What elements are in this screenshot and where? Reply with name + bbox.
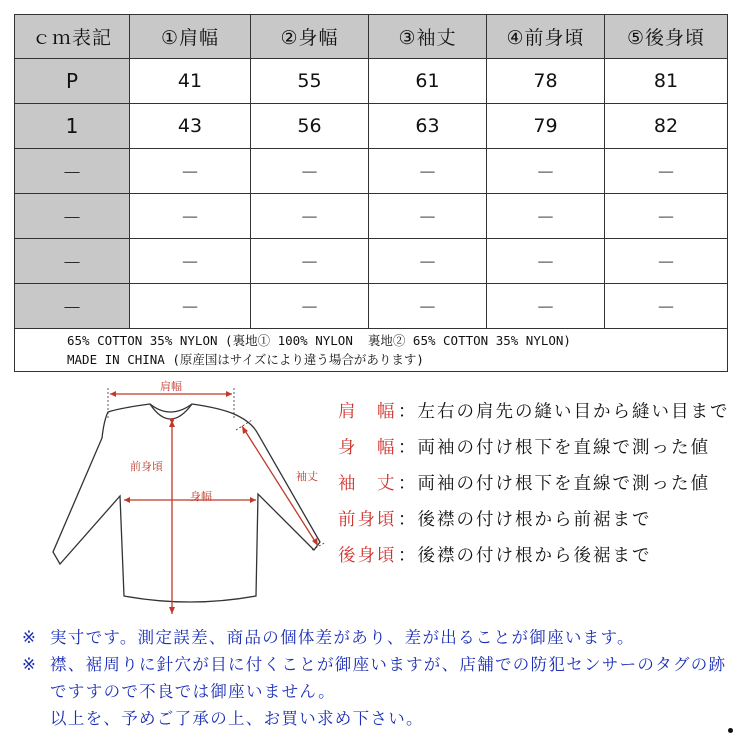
table-row: [15, 284, 728, 329]
table-cell: 63: [369, 104, 487, 149]
table-row: [15, 194, 728, 239]
table-row: [15, 239, 728, 284]
footnote-text: 以上を、予めご了承の上、お買い求め下さい。: [50, 709, 424, 728]
table-cell: 82: [605, 104, 728, 149]
table-cell: 81: [605, 59, 728, 104]
label-body-width: 身幅: [190, 490, 212, 503]
table-cell: －: [605, 149, 728, 194]
row-size-label: －: [15, 284, 130, 329]
measurement-legend: [338, 398, 730, 578]
garment-diagram: [20, 374, 350, 624]
table-row: [15, 104, 728, 149]
table-cell: －: [251, 284, 369, 329]
table-row: [15, 149, 728, 194]
label-sleeve: 袖丈: [296, 470, 318, 483]
legend-definition: ：後襟の付け根から後裾まで: [398, 546, 652, 566]
material-composition: 65% COTTON 35% NYLON (裏地① 100% NYLON 裏地② 65% COTTON 35% NYLON): [67, 333, 571, 348]
table-cell: 43: [130, 104, 251, 149]
label-shoulder: 肩幅: [160, 380, 182, 393]
table-cell: －: [369, 239, 487, 284]
table-cell: －: [251, 194, 369, 239]
table-cell: －: [251, 149, 369, 194]
legend-term: 後身頃: [338, 546, 397, 566]
row-size-label: 1: [15, 104, 130, 149]
label-front-length: 前身頃: [130, 460, 163, 473]
footnote-mark: ※: [22, 655, 38, 674]
table-cell: －: [487, 149, 605, 194]
corner-dot: [728, 728, 733, 733]
header-cell-shoulder: ①肩幅: [130, 15, 251, 59]
legend-term: 肩 幅: [338, 402, 397, 422]
table-cell: 56: [251, 104, 369, 149]
table-row: [15, 59, 728, 104]
header-cell-back-length: ⑤後身頃: [605, 15, 728, 59]
table-cell: －: [369, 194, 487, 239]
row-size-label: －: [15, 149, 130, 194]
legend-definition: ：後襟の付け根から前裾まで: [398, 510, 652, 530]
legend-item-sleeve: [338, 470, 730, 506]
table-cell: －: [605, 284, 728, 329]
legend-item-shoulder: [338, 398, 730, 434]
footnote: [22, 624, 734, 651]
header-cell-body-width: ②身幅: [251, 15, 369, 59]
table-cell: －: [487, 194, 605, 239]
legend-term: 袖 丈: [338, 474, 397, 494]
footnote: [22, 705, 734, 732]
footnote-text: 実寸です。測定誤差、商品の個体差があり、差が出ることが御座います。: [50, 628, 635, 647]
table-cell: －: [605, 239, 728, 284]
table-cell: －: [487, 284, 605, 329]
footnote-mark: ※: [22, 628, 38, 647]
table-cell: －: [369, 149, 487, 194]
table-cell: 55: [251, 59, 369, 104]
table-cell: 41: [130, 59, 251, 104]
table-cell: 78: [487, 59, 605, 104]
table-cell: －: [130, 239, 251, 284]
legend-item-body-width: [338, 434, 730, 470]
footnotes: [22, 624, 734, 732]
legend-term: 身 幅: [338, 438, 397, 458]
material-notes-row: [15, 329, 728, 372]
row-size-label: －: [15, 194, 130, 239]
legend-term: 前身頃: [338, 510, 397, 530]
row-size-label: －: [15, 239, 130, 284]
legend-definition: ：両袖の付け根下を直線で測った値: [398, 438, 710, 458]
table-cell: －: [605, 194, 728, 239]
footnote-mark: [22, 705, 50, 732]
table-cell: －: [130, 149, 251, 194]
table-cell: －: [251, 239, 369, 284]
sweater-outline-icon: [20, 374, 350, 624]
table-cell: 79: [487, 104, 605, 149]
table-cell: －: [130, 284, 251, 329]
legend-item-back-length: [338, 542, 730, 578]
size-table: [14, 14, 728, 372]
table-cell: －: [487, 239, 605, 284]
legend-item-front-length: [338, 506, 730, 542]
header-cell-sleeve: ③袖丈: [369, 15, 487, 59]
row-size-label: P: [15, 59, 130, 104]
table-header-row: [15, 15, 728, 59]
legend-definition: ：左右の肩先の縫い目から縫い目まで: [398, 402, 730, 422]
footnote: [22, 651, 734, 705]
country-of-origin: MADE IN CHINA (原産国はサイズにより違う場合があります): [67, 352, 424, 367]
footnote-text: 襟、裾周りに針穴が目に付くことが御座いますが、店舗での防犯センサーのタグの跡ですすので不良では御座いません。: [50, 655, 727, 701]
table-cell: 61: [369, 59, 487, 104]
header-cell-front-length: ④前身頃: [487, 15, 605, 59]
table-cell: －: [130, 194, 251, 239]
header-cell-unit: ｃｍ表記: [15, 15, 130, 59]
legend-definition: ：両袖の付け根下を直線で測った値: [398, 474, 710, 494]
table-cell: －: [369, 284, 487, 329]
material-notes: [15, 329, 728, 372]
